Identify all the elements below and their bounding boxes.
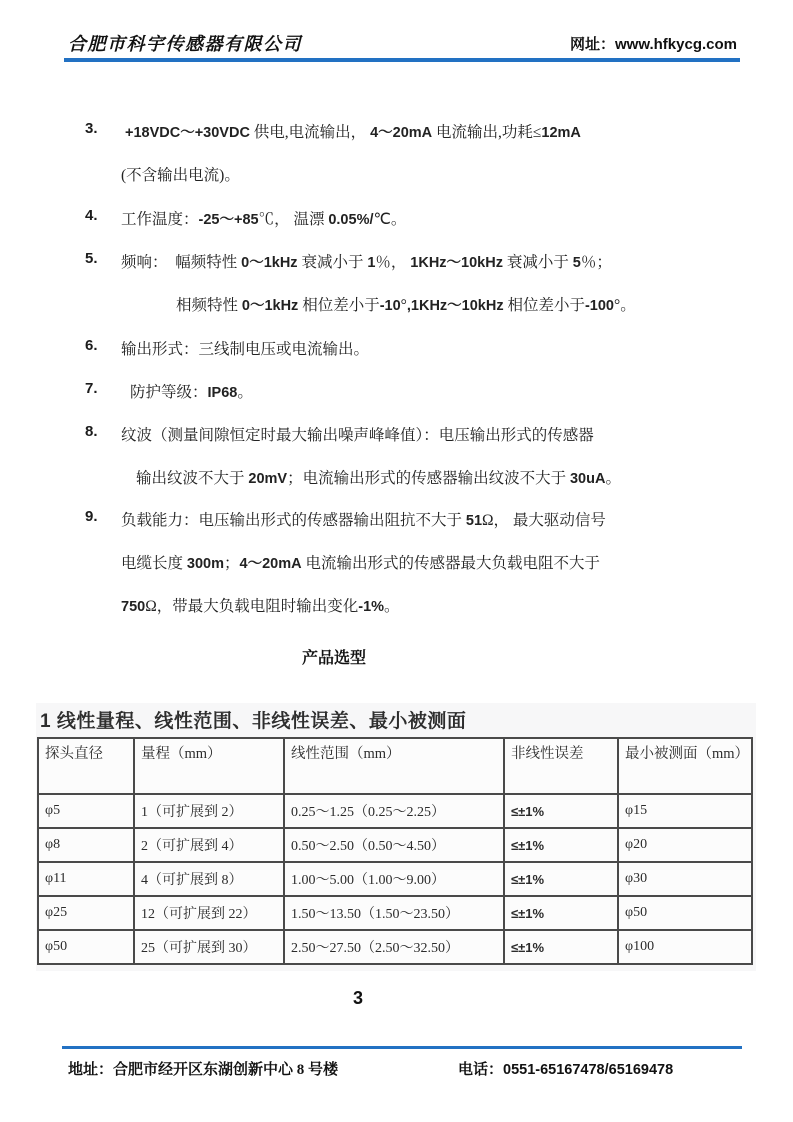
table-cell: 12（可扩展到 22） bbox=[134, 896, 284, 930]
table-cell: 0.50～2.50（0.50～4.50） bbox=[284, 828, 504, 862]
table-cell: 25（可扩展到 30） bbox=[134, 930, 284, 964]
text-segment: 20mV bbox=[248, 471, 288, 487]
website-url: www.hfkycg.com bbox=[615, 36, 737, 53]
table-cell: 1.00～5.00（1.00～9.00） bbox=[284, 862, 504, 896]
text-segment: -100 bbox=[584, 298, 614, 314]
list-item-line bbox=[176, 293, 636, 315]
table-header-cell: 非线性误差 bbox=[504, 738, 618, 794]
text-segment: -10 bbox=[379, 298, 401, 314]
text-segment: IP68 bbox=[207, 385, 238, 401]
text-segment: ％； bbox=[580, 254, 612, 271]
header-divider bbox=[64, 58, 740, 62]
table-header-row bbox=[38, 738, 752, 794]
footer-address bbox=[68, 1058, 338, 1079]
text-segment: 衰减小于 bbox=[297, 254, 368, 271]
table-cell: ≤±1% bbox=[504, 828, 618, 862]
text-segment: 4～20mA bbox=[370, 125, 433, 141]
table-cell: φ8 bbox=[38, 828, 134, 862]
text-segment: 纹波（测量间隙恒定时最大输出噪声峰峰值）：电压输出形式的传感器 bbox=[121, 427, 594, 444]
footer-phone-value: 0551-65167478/65169478 bbox=[503, 1062, 674, 1078]
table-row bbox=[38, 794, 752, 828]
text-segment: 0～1kHz bbox=[241, 298, 299, 314]
website bbox=[570, 33, 737, 54]
text-segment: ° bbox=[400, 297, 407, 314]
list-item-number: 5. bbox=[85, 250, 98, 267]
text-segment: ,1KHz～10kHz bbox=[406, 298, 504, 314]
footer-phone bbox=[458, 1058, 673, 1079]
text-segment: 1 bbox=[367, 255, 376, 271]
text-segment: (不含输出电流)。 bbox=[121, 167, 240, 184]
text-segment: 0.05%/ bbox=[328, 212, 374, 228]
table-cell: 1（可扩展到 2） bbox=[134, 794, 284, 828]
page-number: 3 bbox=[352, 988, 363, 1008]
text-segment: 750 bbox=[121, 599, 146, 615]
text-segment: 51 bbox=[465, 513, 483, 529]
text-segment: 相位差小于 bbox=[298, 297, 380, 314]
text-segment: 衰减小于 bbox=[502, 254, 573, 271]
list-item-line bbox=[125, 120, 581, 142]
table-cell: φ11 bbox=[38, 862, 134, 896]
text-segment: 12mA bbox=[541, 125, 581, 141]
table-row bbox=[38, 828, 752, 862]
table-header-cell: 量程（mm） bbox=[134, 738, 284, 794]
list-item-line bbox=[121, 508, 606, 530]
footer-divider bbox=[62, 1046, 742, 1049]
table-caption: 1 线性量程、线性范围、非线性误差、最小被测面 bbox=[40, 711, 467, 732]
text-segment: Ω， 最大驱动信号 bbox=[482, 512, 606, 529]
text-segment: 。 bbox=[237, 384, 253, 401]
text-segment: 。 bbox=[384, 598, 400, 615]
text-segment: 相频特性 bbox=[176, 297, 242, 314]
text-segment: 输出形式：三线制电压或电流输出。 bbox=[121, 341, 370, 358]
list-item-line bbox=[121, 337, 369, 359]
text-segment: -1% bbox=[358, 599, 385, 615]
list-item-line bbox=[121, 207, 406, 229]
product-table bbox=[37, 737, 753, 965]
text-segment: ； bbox=[223, 555, 240, 572]
table-cell: 0.25～1.25（0.25～2.25） bbox=[284, 794, 504, 828]
text-segment: 300m bbox=[186, 556, 224, 572]
list-item-number: 8. bbox=[85, 423, 98, 440]
text-segment: ℃， 温漂 bbox=[258, 211, 329, 228]
table-header-cell: 最小被测面（mm） bbox=[618, 738, 752, 794]
list-item-line bbox=[121, 163, 240, 185]
text-segment: 电缆长度 bbox=[121, 555, 187, 572]
website-label: 网址： bbox=[570, 37, 616, 53]
table-cell: φ50 bbox=[38, 930, 134, 964]
product-table-section bbox=[36, 703, 756, 971]
list-item-number: 3. bbox=[85, 120, 98, 137]
text-segment: 负载能力：电压输出形式的传感器输出阻抗不大于 bbox=[121, 512, 466, 529]
list-item-number: 4. bbox=[85, 207, 98, 224]
table-header-cell: 线性范围（mm） bbox=[284, 738, 504, 794]
text-segment: 工作温度： bbox=[121, 211, 199, 228]
text-segment: 30uA bbox=[569, 471, 606, 487]
section-title: 产品选型 bbox=[301, 650, 366, 667]
footer-phone-label: 电话： bbox=[458, 1062, 504, 1078]
footer-address-label: 地址： bbox=[68, 1062, 114, 1078]
table-cell: 2（可扩展到 4） bbox=[134, 828, 284, 862]
table-row bbox=[38, 862, 752, 896]
list-item-line bbox=[136, 466, 621, 488]
text-segment: 相位差小于 bbox=[503, 297, 585, 314]
text-segment: 防护等级： bbox=[130, 384, 208, 401]
text-segment: -25～+85 bbox=[198, 212, 259, 228]
table-cell: φ100 bbox=[618, 930, 752, 964]
text-segment: 。 bbox=[605, 470, 621, 487]
text-segment: 0～1kHz bbox=[241, 255, 298, 271]
list-item-line bbox=[130, 380, 253, 402]
table-cell: φ5 bbox=[38, 794, 134, 828]
table-cell: φ15 bbox=[618, 794, 752, 828]
table-cell: ≤±1% bbox=[504, 862, 618, 896]
table-cell: 2.50～27.50（2.50～32.50） bbox=[284, 930, 504, 964]
text-segment: 输出纹波不大于 bbox=[136, 470, 249, 487]
table-cell: 1.50～13.50（1.50～23.50） bbox=[284, 896, 504, 930]
table-row bbox=[38, 896, 752, 930]
list-item-line bbox=[121, 250, 612, 272]
company-name: 合肥市科宇传感器有限公司 bbox=[68, 34, 302, 54]
list-item-number: 7. bbox=[85, 380, 98, 397]
text-segment: 供电,电流输出， bbox=[249, 124, 371, 141]
text-segment: 电流输出,功耗≤ bbox=[432, 124, 542, 141]
text-segment: °。 bbox=[614, 297, 636, 314]
table-cell: φ25 bbox=[38, 896, 134, 930]
text-segment: 4～20mA bbox=[239, 556, 302, 572]
table-cell: φ50 bbox=[618, 896, 752, 930]
text-segment: ℃。 bbox=[373, 211, 407, 228]
text-segment: 5 bbox=[572, 255, 581, 271]
text-segment: 频响： 幅频特性 bbox=[121, 254, 242, 271]
table-cell: φ20 bbox=[618, 828, 752, 862]
text-segment: ％， bbox=[375, 254, 411, 271]
table-cell: ≤±1% bbox=[504, 794, 618, 828]
table-header-cell: 探头直径 bbox=[38, 738, 134, 794]
list-item-line bbox=[121, 594, 400, 616]
list-item-number: 9. bbox=[85, 508, 98, 525]
table-row bbox=[38, 930, 752, 964]
text-segment: 1KHz～10kHz bbox=[410, 255, 503, 271]
table-cell: ≤±1% bbox=[504, 896, 618, 930]
text-segment: ；电流输出形式的传感器输出纹波不大于 bbox=[287, 470, 570, 487]
text-segment: 电流输出形式的传感器最大负载电阻不大于 bbox=[301, 555, 600, 572]
list-item-line bbox=[121, 551, 600, 573]
footer-address-value: 合肥市经开区东湖创新中心 8 号楼 bbox=[113, 1062, 339, 1078]
list-item-number: 6. bbox=[85, 337, 98, 354]
list-item-line bbox=[121, 423, 594, 445]
table-cell: φ30 bbox=[618, 862, 752, 896]
text-segment: +18VDC～+30VDC bbox=[125, 125, 250, 141]
table-cell: ≤±1% bbox=[504, 930, 618, 964]
text-segment: Ω，带最大负载电阻时输出变化 bbox=[145, 598, 359, 615]
table-cell: 4（可扩展到 8） bbox=[134, 862, 284, 896]
